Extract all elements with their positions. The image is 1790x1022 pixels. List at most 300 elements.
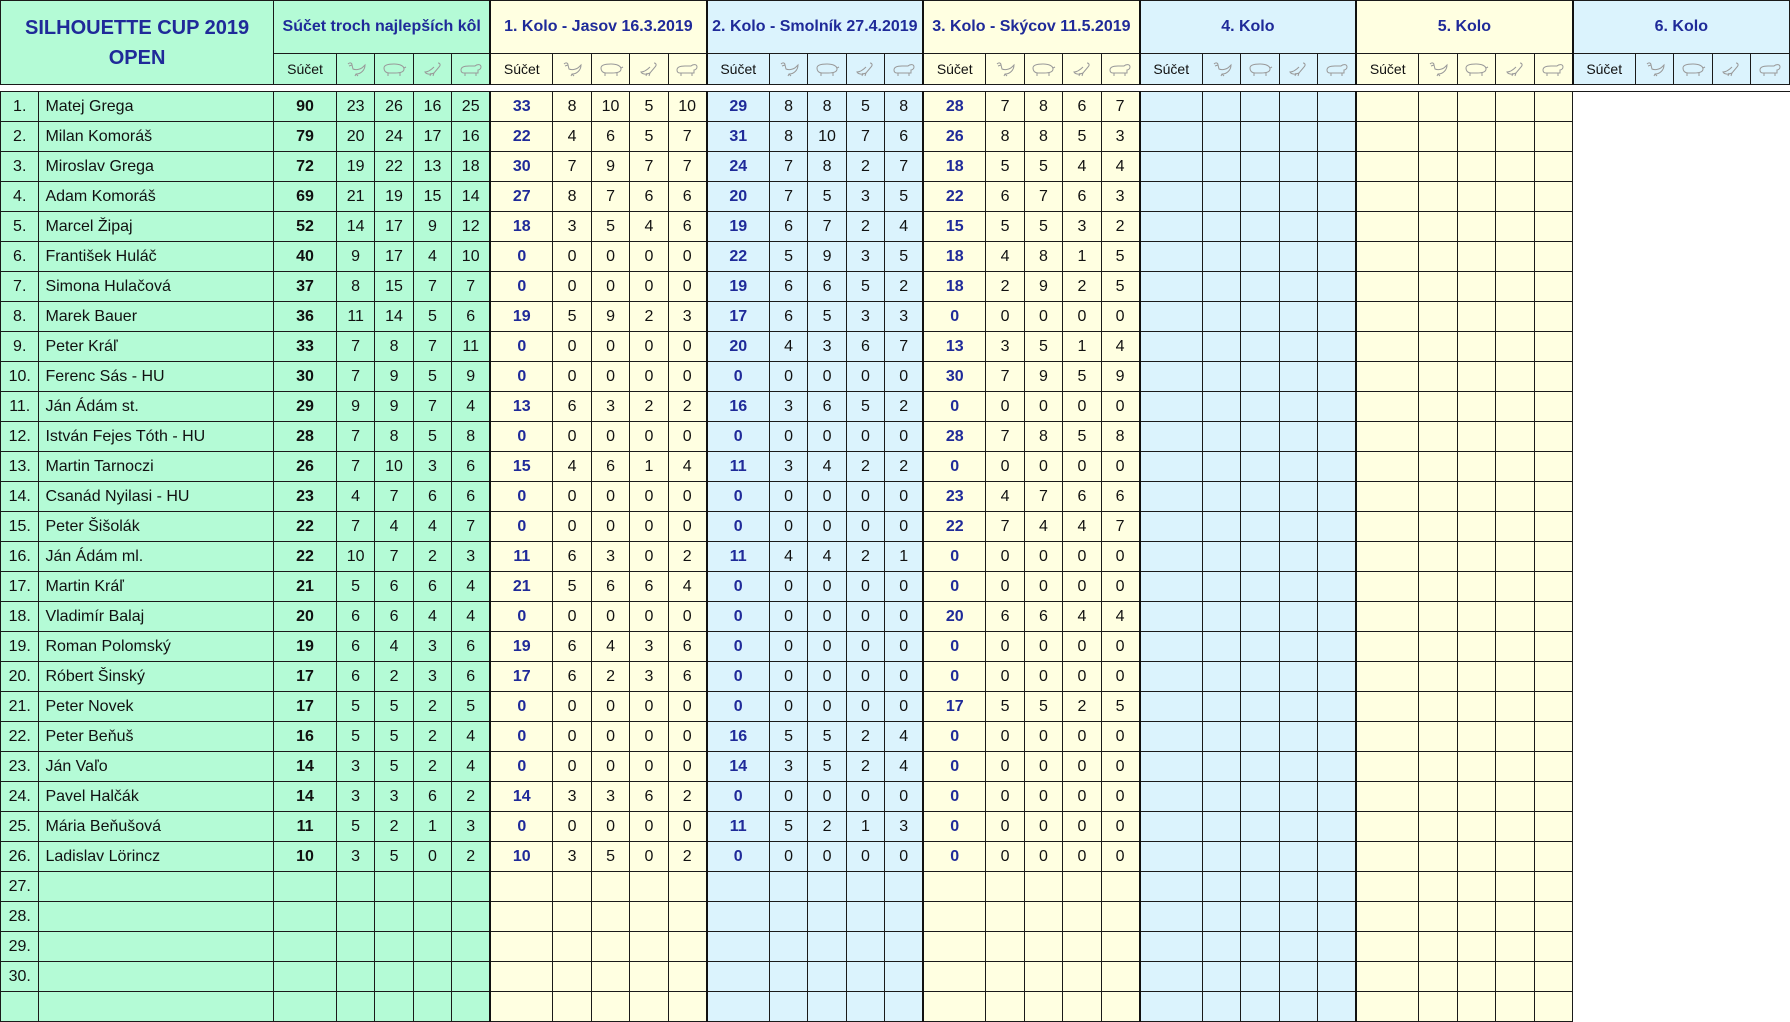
score-cell: 6 (885, 122, 923, 152)
score-cell: 0 (553, 242, 591, 272)
score-cell: 6 (1063, 92, 1101, 122)
score-cell (668, 932, 706, 962)
score-cell: 14 (336, 212, 374, 242)
chicken-icon (343, 60, 369, 77)
spacer (1202, 85, 1240, 92)
score-cell (1457, 242, 1495, 272)
score-cell: 0 (1063, 662, 1101, 692)
score-cell (1496, 422, 1534, 452)
score-cell: 0 (1063, 302, 1101, 332)
score-sum-cell: 22 (274, 512, 337, 542)
score-cell: 0 (846, 782, 884, 812)
score-cell: 4 (769, 332, 807, 362)
score-cell (1534, 332, 1572, 362)
score-cell (1279, 452, 1317, 482)
score-sum-cell (1140, 392, 1203, 422)
score-sum-cell: 0 (490, 812, 553, 842)
score-cell: 8 (375, 422, 413, 452)
score-cell: 8 (1024, 122, 1062, 152)
score-sum-cell (923, 932, 986, 962)
score-cell (1279, 902, 1317, 932)
score-cell (885, 962, 923, 992)
score-cell: 0 (591, 512, 629, 542)
sum-column-header: Súčet (1573, 54, 1636, 85)
score-cell (1534, 242, 1572, 272)
score-cell: 5 (336, 812, 374, 842)
score-sum-cell: 14 (707, 752, 770, 782)
score-cell: 0 (668, 722, 706, 752)
rank-cell: 12. (1, 422, 39, 452)
score-cell: 8 (769, 122, 807, 152)
table-row (1, 152, 1790, 182)
score-cell (1419, 452, 1457, 482)
score-sum-cell: 14 (490, 782, 553, 812)
score-cell: 0 (630, 722, 668, 752)
score-cell: 7 (986, 92, 1024, 122)
score-cell: 0 (630, 332, 668, 362)
score-sum-cell (1140, 182, 1203, 212)
score-cell: 4 (375, 512, 413, 542)
score-sum-cell: 16 (274, 722, 337, 752)
score-cell (1318, 662, 1356, 692)
score-cell: 5 (1024, 332, 1062, 362)
score-sum-cell (1140, 302, 1203, 332)
score-cell: 3 (769, 392, 807, 422)
score-cell: 0 (553, 692, 591, 722)
group-header: Súčet troch najlepších kôl (274, 1, 490, 54)
score-cell (1318, 632, 1356, 662)
score-sum-cell: 11 (707, 542, 770, 572)
score-cell: 6 (413, 482, 451, 512)
score-cell: 6 (630, 782, 668, 812)
score-sum-cell (1356, 332, 1419, 362)
score-cell (1419, 572, 1457, 602)
score-cell: 4 (413, 242, 451, 272)
score-cell (1202, 242, 1240, 272)
score-sum-cell: 22 (923, 182, 986, 212)
score-cell: 3 (846, 182, 884, 212)
score-cell (1419, 902, 1457, 932)
score-sum-cell: 36 (274, 302, 337, 332)
score-cell (1419, 92, 1457, 122)
score-cell: 0 (1063, 752, 1101, 782)
score-sum-cell (1356, 422, 1419, 452)
score-sum-cell (490, 992, 553, 1022)
score-sum-cell: 13 (490, 392, 553, 422)
score-sum-cell: 20 (923, 602, 986, 632)
spacer (846, 85, 884, 92)
score-sum-cell: 19 (490, 632, 553, 662)
score-cell (1202, 692, 1240, 722)
score-cell: 0 (808, 842, 846, 872)
score-cell: 9 (336, 242, 374, 272)
score-cell: 0 (846, 662, 884, 692)
score-cell: 2 (452, 842, 490, 872)
score-cell (1457, 452, 1495, 482)
score-cell: 2 (986, 272, 1024, 302)
score-cell (1024, 932, 1062, 962)
spacer (668, 85, 706, 92)
score-cell: 6 (1024, 602, 1062, 632)
spacer (1279, 85, 1317, 92)
target-header (1457, 54, 1495, 85)
score-sum-cell (1356, 302, 1419, 332)
score-sum-cell: 18 (923, 272, 986, 302)
score-sum-cell: 21 (490, 572, 553, 602)
score-cell (336, 902, 374, 932)
score-cell (986, 962, 1024, 992)
score-cell: 2 (413, 692, 451, 722)
score-cell (1241, 482, 1279, 512)
score-cell: 2 (668, 842, 706, 872)
score-cell (1419, 302, 1457, 332)
rank-cell: 5. (1, 212, 39, 242)
score-cell: 9 (375, 362, 413, 392)
score-cell (1318, 392, 1356, 422)
score-cell: 0 (1101, 812, 1139, 842)
score-sum-cell: 79 (274, 122, 337, 152)
score-sum-cell (707, 872, 770, 902)
score-cell: 5 (1024, 692, 1062, 722)
target-header (1241, 54, 1279, 85)
score-cell (846, 902, 884, 932)
score-cell: 0 (769, 692, 807, 722)
score-cell: 4 (452, 752, 490, 782)
score-sum-cell: 33 (274, 332, 337, 362)
score-cell (1534, 512, 1572, 542)
score-cell: 2 (846, 212, 884, 242)
score-cell (1318, 272, 1356, 302)
score-cell: 0 (630, 362, 668, 392)
score-cell: 2 (1063, 272, 1101, 302)
table-row (1, 92, 1790, 122)
score-cell: 7 (769, 182, 807, 212)
score-sum-cell: 10 (274, 842, 337, 872)
target-header (808, 54, 846, 85)
name-cell: Ferenc Sás - HU (39, 362, 274, 392)
score-cell: 2 (846, 752, 884, 782)
score-cell: 5 (885, 242, 923, 272)
group-header: 3. Kolo - Skýcov 11.5.2019 (923, 1, 1140, 54)
score-cell: 2 (375, 812, 413, 842)
score-cell: 4 (1024, 512, 1062, 542)
score-cell: 11 (452, 332, 490, 362)
turkey-icon (1285, 60, 1311, 77)
score-cell: 0 (630, 272, 668, 302)
score-cell (1318, 902, 1356, 932)
sum-column-header: Súčet (274, 54, 337, 85)
score-cell (1024, 872, 1062, 902)
score-sum-cell: 15 (490, 452, 553, 482)
rank-cell: 18. (1, 602, 39, 632)
score-cell (452, 902, 490, 932)
score-sum-cell (490, 932, 553, 962)
table-row (1, 182, 1790, 212)
score-cell: 3 (885, 812, 923, 842)
score-sum-cell: 0 (923, 452, 986, 482)
score-cell (1496, 122, 1534, 152)
name-cell: István Fejes Tóth - HU (39, 422, 274, 452)
score-cell (553, 992, 591, 1022)
name-cell: Martin Tarnoczi (39, 452, 274, 482)
score-cell: 7 (986, 422, 1024, 452)
score-cell: 5 (1063, 362, 1101, 392)
score-sum-cell (274, 902, 337, 932)
score-cell (1024, 962, 1062, 992)
score-cell (1496, 92, 1534, 122)
rank-cell: 22. (1, 722, 39, 752)
score-cell: 0 (630, 422, 668, 452)
score-cell: 0 (986, 302, 1024, 332)
score-cell: 0 (553, 482, 591, 512)
score-cell: 0 (591, 422, 629, 452)
spacer (1573, 85, 1636, 92)
score-cell: 0 (1024, 722, 1062, 752)
rank-cell (1, 992, 39, 1022)
score-cell (769, 932, 807, 962)
score-cell: 0 (885, 782, 923, 812)
score-cell: 2 (630, 302, 668, 332)
score-cell (1496, 302, 1534, 332)
score-cell: 5 (1024, 152, 1062, 182)
score-cell (630, 902, 668, 932)
score-cell: 6 (808, 392, 846, 422)
score-cell (1534, 932, 1572, 962)
score-cell: 2 (630, 392, 668, 422)
score-cell: 5 (375, 752, 413, 782)
table-row (1, 962, 1790, 992)
score-cell: 0 (668, 362, 706, 392)
name-cell: Pavel Halčák (39, 782, 274, 812)
score-cell (1318, 92, 1356, 122)
score-cell (1202, 752, 1240, 782)
score-sum-cell (1140, 572, 1203, 602)
score-cell (1241, 902, 1279, 932)
score-cell (1024, 902, 1062, 932)
score-cell (630, 962, 668, 992)
score-cell: 4 (336, 482, 374, 512)
score-cell: 5 (375, 692, 413, 722)
score-cell: 1 (846, 812, 884, 842)
score-cell: 0 (630, 542, 668, 572)
score-sum-cell: 28 (923, 422, 986, 452)
score-cell (1496, 722, 1534, 752)
score-cell: 4 (1101, 152, 1139, 182)
score-cell: 0 (885, 422, 923, 452)
ram-icon (1324, 60, 1350, 77)
score-cell (1457, 902, 1495, 932)
rank-cell: 4. (1, 182, 39, 212)
rank-cell: 28. (1, 902, 39, 932)
score-cell (1496, 212, 1534, 242)
name-cell: Peter Beňuš (39, 722, 274, 752)
score-sum-cell (1356, 152, 1419, 182)
score-cell (1202, 812, 1240, 842)
chicken-icon (776, 60, 802, 77)
score-sum-cell: 0 (923, 842, 986, 872)
table-row (1, 512, 1790, 542)
score-cell: 4 (769, 542, 807, 572)
score-sum-cell (707, 992, 770, 1022)
score-cell: 0 (885, 662, 923, 692)
score-cell: 0 (1024, 452, 1062, 482)
score-cell (1241, 302, 1279, 332)
table-row (1, 692, 1790, 722)
score-cell (1279, 722, 1317, 752)
group-header: 2. Kolo - Smolník 27.4.2019 (707, 1, 923, 54)
score-cell (1241, 692, 1279, 722)
table-row (1, 782, 1790, 812)
name-cell (39, 992, 274, 1022)
name-cell: Ján Ádám st. (39, 392, 274, 422)
score-cell: 5 (1024, 212, 1062, 242)
score-cell (1202, 872, 1240, 902)
score-cell (1318, 932, 1356, 962)
score-cell (1202, 302, 1240, 332)
score-cell: 6 (668, 182, 706, 212)
score-cell: 3 (413, 662, 451, 692)
score-sum-cell: 29 (707, 92, 770, 122)
score-sum-cell (1356, 92, 1419, 122)
score-cell (1202, 662, 1240, 692)
score-cell (1318, 212, 1356, 242)
score-cell: 5 (1063, 422, 1101, 452)
score-cell (1202, 332, 1240, 362)
score-cell (375, 962, 413, 992)
ram-icon (1757, 60, 1783, 77)
name-cell: František Huláč (39, 242, 274, 272)
score-cell: 6 (553, 392, 591, 422)
table-row (1, 242, 1790, 272)
score-sum-cell (1356, 662, 1419, 692)
score-cell: 6 (452, 662, 490, 692)
score-cell (1534, 452, 1572, 482)
score-cell (1202, 512, 1240, 542)
name-cell: Vladimír Balaj (39, 602, 274, 632)
score-cell (1202, 902, 1240, 932)
score-cell: 8 (769, 92, 807, 122)
score-cell: 2 (1101, 212, 1139, 242)
score-sum-cell: 0 (707, 632, 770, 662)
table-row (1, 752, 1790, 782)
score-cell (1457, 722, 1495, 752)
score-cell (375, 902, 413, 932)
score-cell: 5 (1101, 242, 1139, 272)
group-header: 1. Kolo - Jasov 16.3.2019 (490, 1, 706, 54)
score-cell (452, 992, 490, 1022)
score-cell: 2 (846, 452, 884, 482)
score-cell: 8 (1024, 92, 1062, 122)
score-cell (1496, 812, 1534, 842)
score-cell: 3 (668, 302, 706, 332)
score-cell (553, 932, 591, 962)
score-cell: 6 (630, 572, 668, 602)
score-cell (1419, 602, 1457, 632)
score-sum-cell: 0 (707, 782, 770, 812)
score-cell (1202, 182, 1240, 212)
score-cell (1279, 392, 1317, 422)
score-cell: 3 (1101, 182, 1139, 212)
score-cell (1496, 152, 1534, 182)
table-row (1, 902, 1790, 932)
score-cell: 0 (668, 332, 706, 362)
score-cell (1534, 782, 1572, 812)
score-sum-cell: 40 (274, 242, 337, 272)
ram-icon (1540, 60, 1566, 77)
rank-cell: 11. (1, 392, 39, 422)
score-cell: 2 (846, 542, 884, 572)
score-cell (1457, 662, 1495, 692)
score-cell: 0 (591, 242, 629, 272)
score-sum-cell: 22 (274, 542, 337, 572)
score-cell: 5 (591, 842, 629, 872)
target-header (1534, 54, 1572, 85)
score-cell: 0 (553, 332, 591, 362)
table-row (1, 482, 1790, 512)
score-cell: 0 (1024, 662, 1062, 692)
score-sum-cell (1356, 722, 1419, 752)
score-cell: 0 (846, 692, 884, 722)
target-header (1279, 54, 1317, 85)
score-cell: 7 (769, 152, 807, 182)
score-cell: 13 (413, 152, 451, 182)
table-row (1, 452, 1790, 482)
score-cell (1457, 512, 1495, 542)
table-row (1, 602, 1790, 632)
score-sum-cell (707, 962, 770, 992)
score-sum-cell (1140, 152, 1203, 182)
score-cell: 0 (986, 542, 1024, 572)
score-cell: 6 (668, 212, 706, 242)
table-row (1, 662, 1790, 692)
score-sum-cell: 17 (274, 692, 337, 722)
score-sum-cell (274, 992, 337, 1022)
score-cell: 0 (769, 842, 807, 872)
score-sum-cell: 21 (274, 572, 337, 602)
score-sum-cell (1356, 632, 1419, 662)
score-cell (668, 992, 706, 1022)
score-cell (1318, 242, 1356, 272)
score-cell (336, 992, 374, 1022)
score-cell: 9 (336, 392, 374, 422)
rank-cell: 6. (1, 242, 39, 272)
rank-cell: 16. (1, 542, 39, 572)
sum-column-header: Súčet (923, 54, 986, 85)
score-cell (1457, 602, 1495, 632)
score-cell: 0 (885, 512, 923, 542)
score-cell: 3 (808, 332, 846, 362)
score-sum-cell (1140, 272, 1203, 302)
score-cell: 0 (769, 782, 807, 812)
score-cell (1318, 752, 1356, 782)
score-cell: 2 (885, 392, 923, 422)
score-sum-cell: 90 (274, 92, 337, 122)
score-cell: 4 (1063, 152, 1101, 182)
spacer (1140, 85, 1203, 92)
spacer (1712, 85, 1750, 92)
score-cell: 3 (336, 752, 374, 782)
score-cell: 10 (375, 452, 413, 482)
score-cell: 8 (375, 332, 413, 362)
score-cell (1496, 572, 1534, 602)
score-sum-cell (923, 962, 986, 992)
score-cell: 3 (413, 632, 451, 662)
score-sum-cell (1140, 542, 1203, 572)
score-cell: 0 (769, 422, 807, 452)
score-sum-cell: 11 (707, 452, 770, 482)
score-cell (1202, 272, 1240, 302)
score-cell: 6 (452, 482, 490, 512)
